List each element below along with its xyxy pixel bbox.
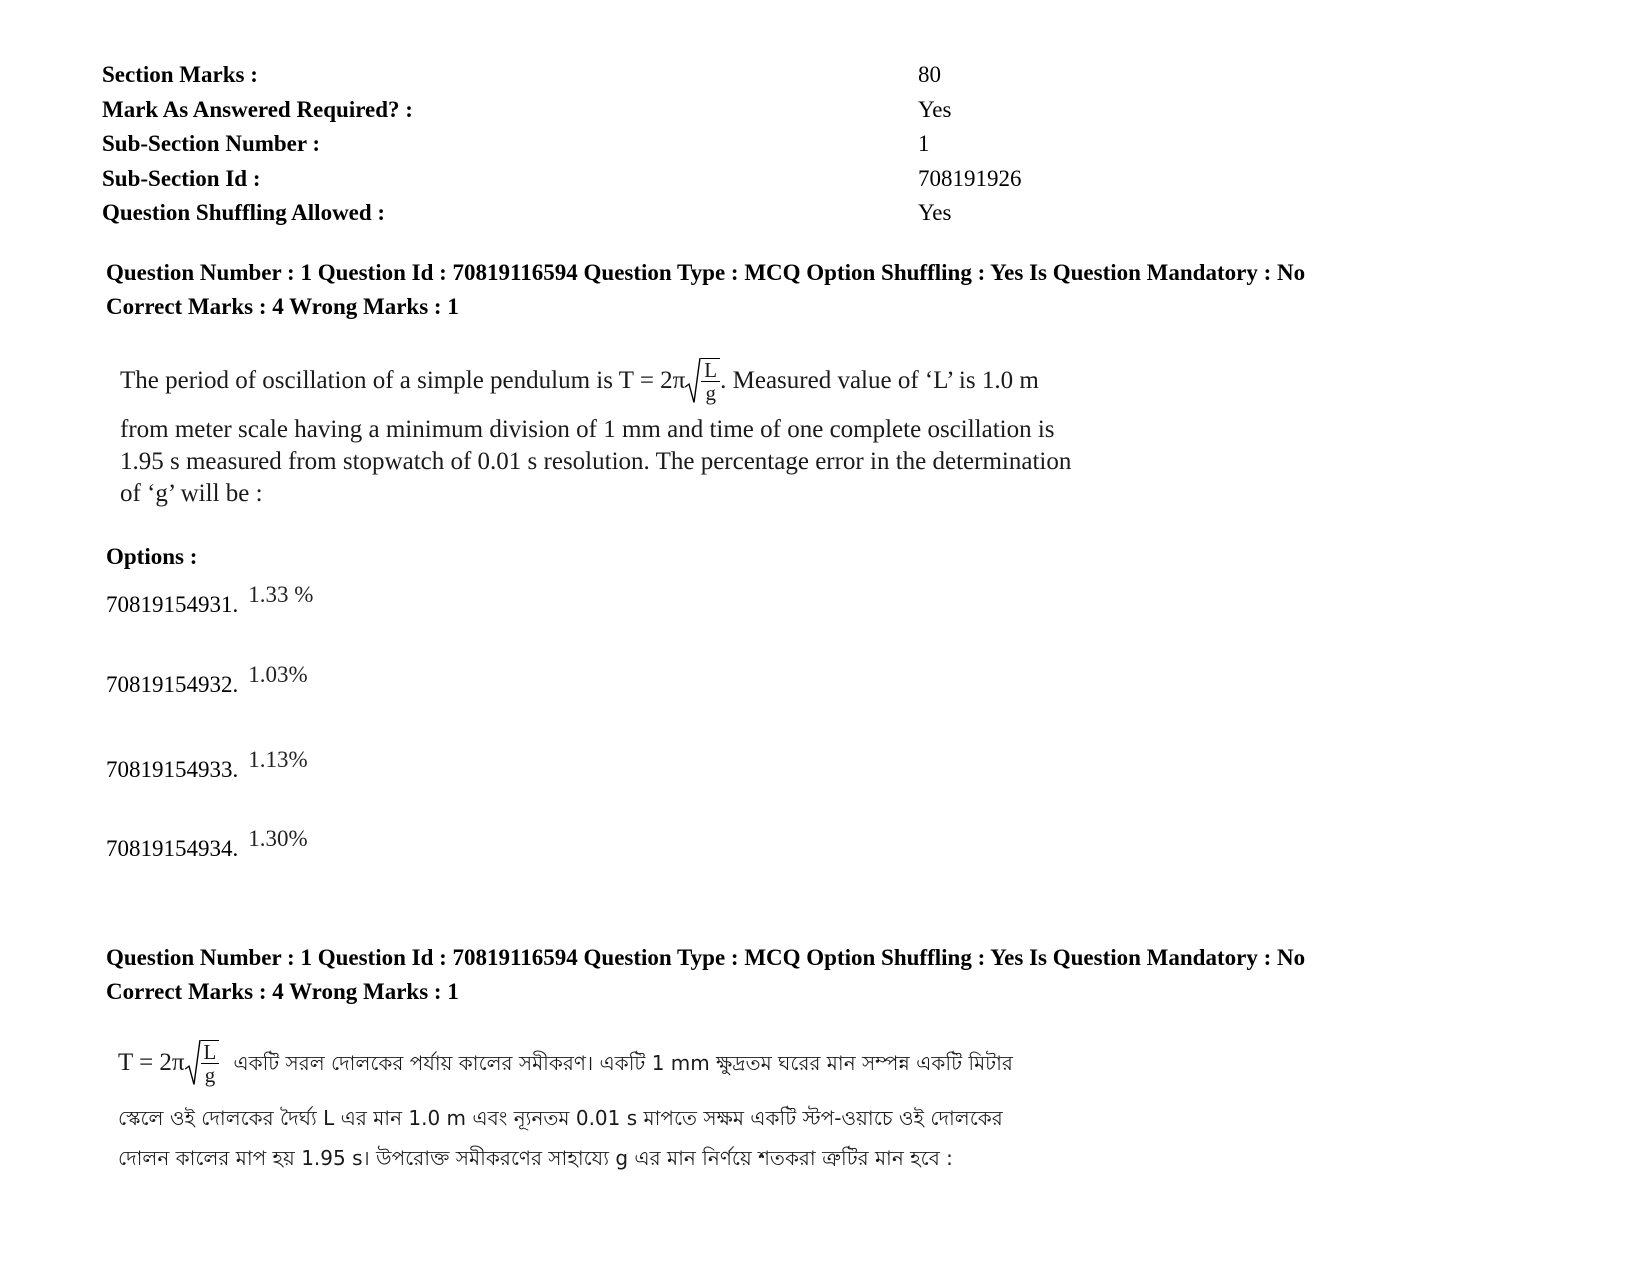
q2-text-part1: একটি সরল দোলকের পর্যায় কালের সমীকরণ। একটি 1 mm ক্ষুদ্রতম ঘরের মান সম্পন্ন একটি মিটার — [233, 1051, 1013, 1075]
option-id: 70819154931. — [106, 592, 239, 617]
sqrt-symbol — [685, 358, 720, 404]
q2-header — [106, 941, 1305, 1009]
q2-formula-prefix: T = 2π — [118, 1049, 185, 1076]
option-value: 1.03% — [248, 662, 308, 687]
meta-value: Yes — [918, 200, 952, 225]
option-id: 70819154933. — [106, 757, 239, 782]
meta-row-section-marks — [102, 58, 1102, 93]
q1-text-line2: from meter scale having a minimum division of 1 mm and time of one complete oscillation is — [120, 416, 1055, 443]
meta-label: Sub-Section Number : — [102, 131, 321, 156]
option-3[interactable] — [106, 747, 308, 783]
q1-text-line3: 1.95 s measured from stopwatch of 0.01 s resolution. The percentage error in the determination — [120, 448, 1072, 475]
meta-label: Section Marks : — [102, 62, 258, 87]
option-1[interactable] — [106, 582, 314, 618]
q2-header-line2: Correct Marks : 4 Wrong Marks : 1 — [106, 979, 459, 1004]
q2-question-text — [118, 1028, 1218, 1178]
meta-row-mark-as-answered — [102, 93, 1102, 128]
meta-row-sub-section-number — [102, 127, 1102, 162]
meta-label: Mark As Answered Required? : — [102, 96, 413, 122]
q1-header-line2: Correct Marks : 4 Wrong Marks : 1 — [106, 294, 459, 319]
option-value: 1.30% — [248, 826, 308, 851]
fraction-numerator: L — [201, 1041, 220, 1064]
q1-header-line1: Question Number : 1 Question Id : 70819116594 Question Type : MCQ Option Shuffling : Yes Is Question Mandatory : No — [106, 260, 1306, 285]
sqrt-symbol — [185, 1040, 220, 1086]
section-meta — [102, 58, 1102, 231]
radical-icon — [185, 1040, 201, 1086]
options-label: Options : — [106, 544, 198, 569]
radical-icon — [685, 358, 701, 404]
meta-value: Yes — [918, 96, 952, 122]
option-id: 70819154934. — [106, 836, 239, 861]
q2-text-line2: স্কেলে ওই দোলকের দৈর্ঘ্য L এর মান 1.0 m এবং ন্যূনতম 0.01 s মাপতে সক্ষম একটি স্টপ-ওয়াচে ওই দোলকের — [118, 1106, 1003, 1130]
fraction — [701, 359, 720, 404]
meta-value: 708191926 — [918, 165, 1022, 191]
meta-row-question-shuffling — [102, 196, 1102, 231]
q2-text-line1 — [118, 1028, 1218, 1098]
q2-header-line1: Question Number : 1 Question Id : 70819116594 Question Type : MCQ Option Shuffling : Yes Is Question Mandatory : No — [106, 945, 1306, 970]
meta-row-sub-section-id — [102, 162, 1102, 197]
q1-text-part1: The period of oscillation of a simple pendulum is T = 2π — [120, 367, 686, 394]
q1-text-line4: of ‘g’ will be : — [120, 480, 263, 507]
q1-text-part2: . Measured value of ‘L’ is 1.0 m — [720, 367, 1039, 394]
option-4[interactable] — [106, 826, 308, 862]
meta-value: 1 — [918, 131, 930, 156]
meta-label: Sub-Section Id : — [102, 165, 261, 191]
q2-text-line3: দোলন কালের মাপ হয় 1.95 s। উপরোক্ত সমীকরণের সাহায্যে g এর মান নির্ণয়ে শতকরা ত্রুটির মান হবে : — [118, 1146, 953, 1170]
fraction-denominator: g — [705, 381, 716, 405]
option-2[interactable] — [106, 662, 308, 698]
meta-value: 80 — [918, 62, 941, 87]
option-id: 70819154932. — [106, 672, 239, 697]
q1-text-line1 — [120, 348, 1210, 414]
option-value: 1.13% — [248, 747, 308, 772]
meta-label: Question Shuffling Allowed : — [102, 200, 386, 225]
q1-question-text — [120, 348, 1210, 510]
q1-header — [106, 256, 1305, 324]
fraction — [201, 1041, 220, 1086]
fraction-denominator: g — [204, 1063, 216, 1087]
fraction-numerator: L — [701, 359, 720, 382]
option-value: 1.33 % — [248, 582, 314, 607]
